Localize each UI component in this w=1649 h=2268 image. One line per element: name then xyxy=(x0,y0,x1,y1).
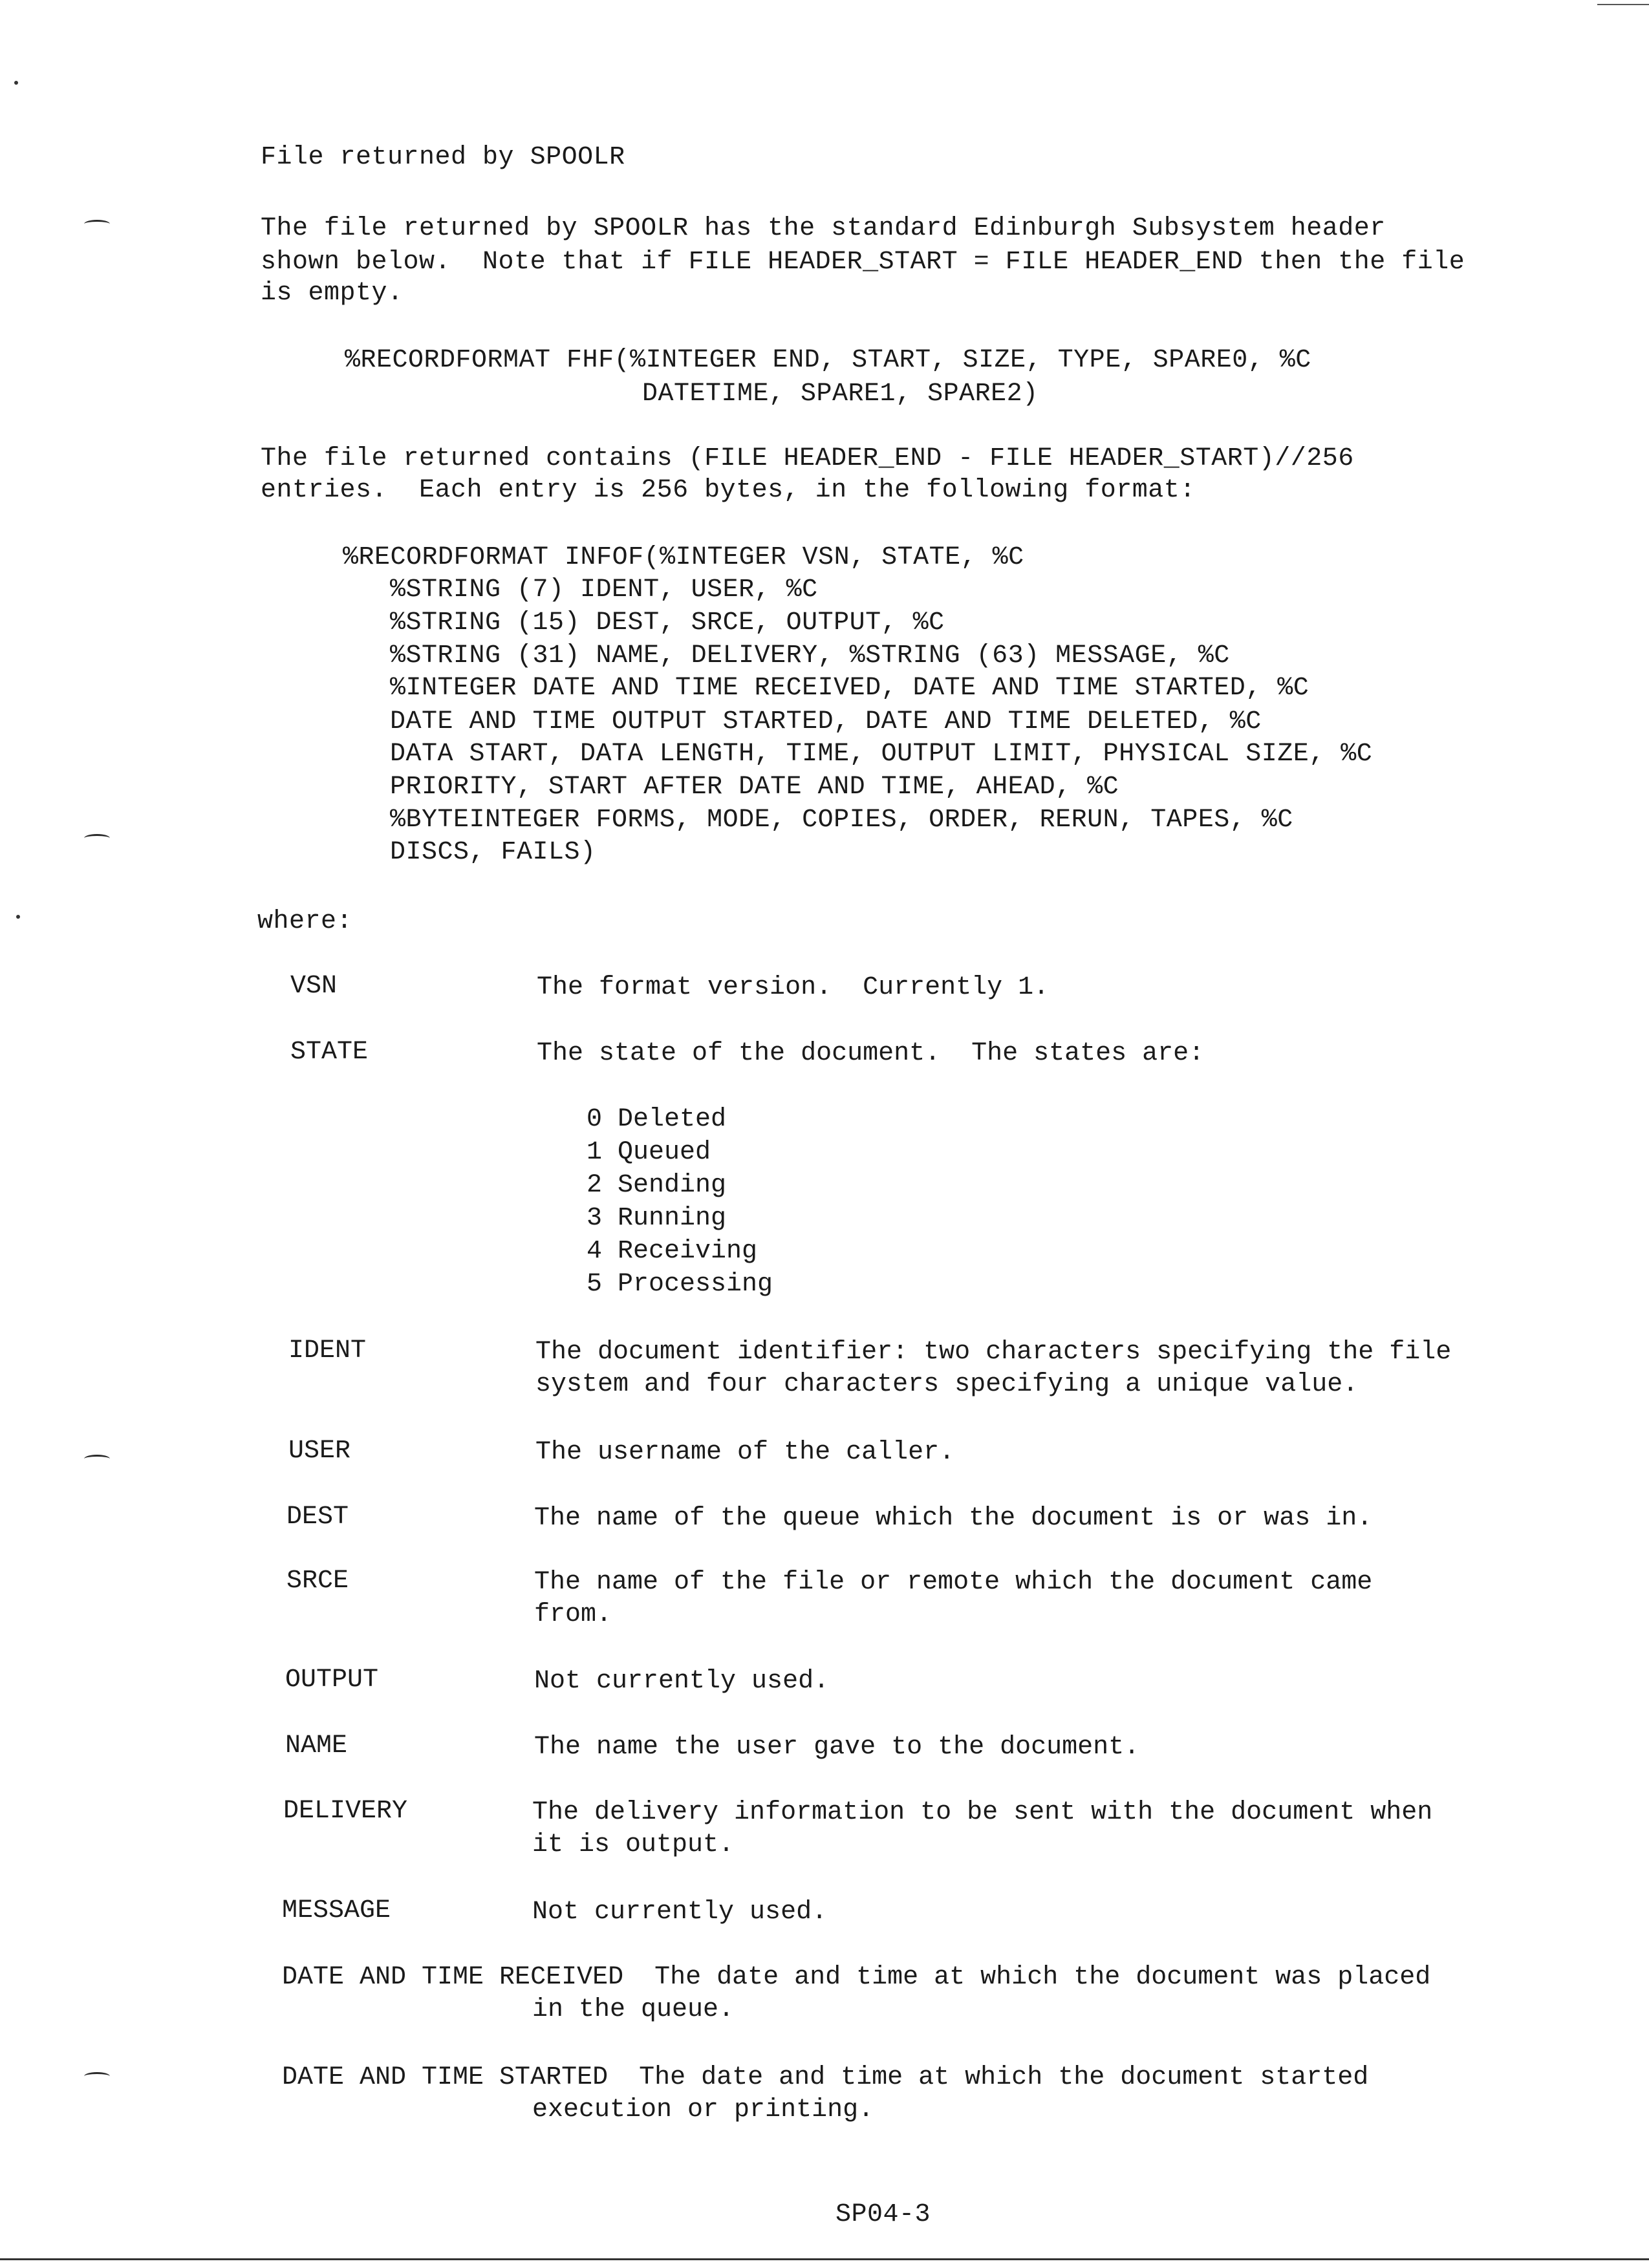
field-term-output: OUTPUT xyxy=(285,1665,379,1695)
margin-mark xyxy=(84,834,110,842)
infof-format-line: PRIORITY, START AFTER DATE AND TIME, AHEAD, %C xyxy=(390,773,1119,802)
field-term-dest: DEST xyxy=(286,1503,349,1532)
state-list-item: 2 Sending xyxy=(587,1171,727,1200)
field-date-time-started-cont: execution or printing. xyxy=(532,2095,874,2124)
field-term-ident: IDENT xyxy=(288,1336,367,1365)
field-desc-name: The name the user gave to the document. xyxy=(534,1733,1140,1762)
entries-line: entries. Each entry is 256 bytes, in the following format: xyxy=(261,476,1196,505)
state-list-item: 1 Queued xyxy=(587,1138,711,1167)
field-desc-srce: The name of the file or remote which the document came xyxy=(534,1568,1373,1597)
intro-line: is empty. xyxy=(261,279,404,308)
margin-mark xyxy=(84,1455,110,1463)
infof-format-line: %RECORDFORMAT INFOF(%INTEGER VSN, STATE, %C xyxy=(343,543,1024,572)
where-label: where: xyxy=(257,907,353,936)
field-date-time-received: DATE AND TIME RECEIVED The date and time at which the document was placed xyxy=(282,1963,1431,1992)
top-edge-rule xyxy=(1597,4,1649,5)
field-term-user: USER xyxy=(288,1437,351,1466)
infof-format-line: %STRING (31) NAME, DELIVERY, %STRING (63) MESSAGE, %C xyxy=(390,641,1230,670)
state-list-item: 0 Deleted xyxy=(587,1105,727,1134)
state-list-item: 3 Running xyxy=(587,1204,727,1233)
field-term-state: STATE xyxy=(290,1038,369,1067)
fhf-format-line: %RECORDFORMAT FHF(%INTEGER END, START, SIZE, TYPE, SPARE0, %C xyxy=(345,346,1311,375)
infof-format-line: %BYTEINTEGER FORMS, MODE, COPIES, ORDER, RERUN, TAPES, %C xyxy=(390,806,1293,835)
field-desc-state: The state of the document. The states are: xyxy=(537,1039,1205,1068)
infof-format-line: %STRING (7) IDENT, USER, %C xyxy=(390,575,818,604)
field-desc-user: The username of the caller. xyxy=(535,1438,955,1467)
field-term-delivery: DELIVERY xyxy=(283,1797,408,1826)
intro-line: The file returned by SPOOLR has the standard Edinburgh Subsystem header xyxy=(261,214,1386,243)
field-date-time-received-cont: in the queue. xyxy=(532,1995,735,2024)
field-desc-delivery: The delivery information to be sent with the document when xyxy=(532,1798,1433,1827)
margin-mark xyxy=(84,220,110,228)
state-list-item: 4 Receiving xyxy=(587,1237,758,1266)
infof-format-line: DATA START, DATA LENGTH, TIME, OUTPUT LIMIT, PHYSICAL SIZE, %C xyxy=(390,740,1373,769)
field-desc-ident: system and four characters specifying a unique value. xyxy=(535,1370,1359,1399)
margin-dot xyxy=(16,915,20,919)
field-term-message: MESSAGE xyxy=(282,1896,391,1925)
infof-format-line: %STRING (15) DEST, SRCE, OUTPUT, %C xyxy=(390,608,945,637)
entries-line: The file returned contains (FILE HEADER_END - FILE HEADER_START)//256 xyxy=(261,444,1354,473)
margin-mark xyxy=(84,2072,110,2081)
infof-format-line: DATE AND TIME OUTPUT STARTED, DATE AND TIME DELETED, %C xyxy=(390,707,1262,736)
margin-dot xyxy=(14,81,18,85)
page-number: SP04-3 xyxy=(835,2200,931,2229)
field-desc-vsn: The format version. Currently 1. xyxy=(537,973,1050,1002)
field-desc-ident: The document identifier: two characters specifying the file xyxy=(535,1338,1452,1367)
field-desc-message: Not currently used. xyxy=(532,1898,828,1927)
fhf-format-line: DATETIME, SPARE1, SPARE2) xyxy=(642,380,1039,409)
field-term-srce: SRCE xyxy=(286,1567,349,1596)
field-desc-dest: The name of the queue which the document is or was in. xyxy=(534,1504,1373,1533)
section-title: File returned by SPOOLR xyxy=(261,143,625,172)
intro-line: shown below. Note that if FILE HEADER_START = FILE HEADER_END then the file xyxy=(261,248,1465,277)
field-date-time-started: DATE AND TIME STARTED The date and time at which the document started xyxy=(282,2063,1369,2092)
field-desc-delivery: it is output. xyxy=(532,1830,735,1859)
state-list-item: 5 Processing xyxy=(587,1270,773,1299)
infof-format-line: %INTEGER DATE AND TIME RECEIVED, DATE AND TIME STARTED, %C xyxy=(390,674,1310,703)
bottom-edge-rule xyxy=(0,2258,1649,2260)
field-term-name: NAME xyxy=(285,1731,348,1760)
field-desc-srce: from. xyxy=(534,1600,612,1629)
field-desc-output: Not currently used. xyxy=(534,1667,830,1696)
field-term-vsn: VSN xyxy=(290,972,338,1001)
infof-format-line: DISCS, FAILS) xyxy=(390,838,596,867)
